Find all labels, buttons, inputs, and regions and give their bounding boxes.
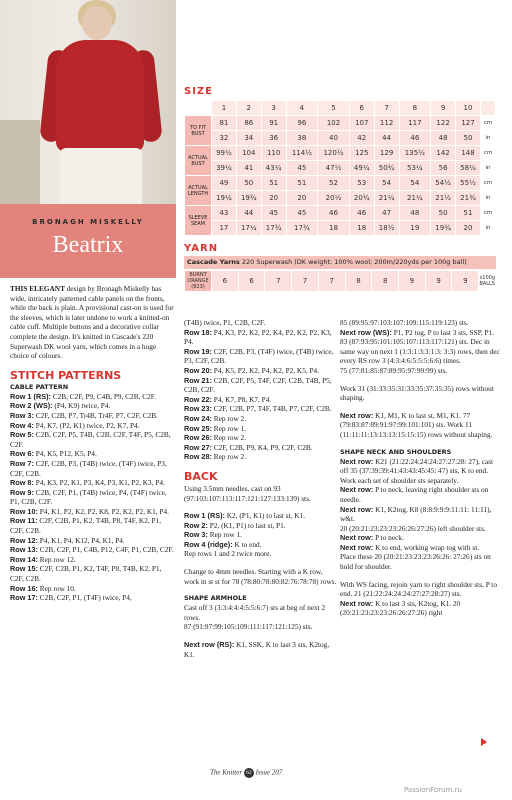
designer-name: BRONAGH MISKELLY [32,218,144,226]
size-cell: 58¼ [456,161,480,175]
size-cell: 53 [350,176,374,190]
pattern-row: Row 24: Rep row 2. [184,413,247,423]
pattern-row: Row 16: Rep row 10. [10,583,76,593]
size-cell: 43¼ [262,161,286,175]
pattern-row: Row 12: P4, K1, P4, K12, P4, K1, P4. [10,535,125,545]
col3-work: Work 31 (31:33:35:31:33:35:37:35:35) rows without shaping. [340,383,494,403]
pattern-row: Row 25: Rep row 1. [184,423,247,433]
yarn-qty: 9 [452,271,478,291]
shape-neck-heading: SHAPE NECK AND SHOULDERS [340,447,452,456]
size-cell: 38 [287,131,318,145]
cont-text: (T4B) twice, P1, C2B, C2F. [184,318,266,327]
size-row-label: TO FIT BUST [185,116,211,145]
neck-row-10: Next row: K to last 3 sts, K2tog, K1. 20 (20:21:23:23:23:26:26:27:26) right [340,598,461,618]
size-cell: 49 [212,176,236,190]
size-cell: 17¼ [237,221,261,235]
size-cell: 117 [400,116,431,130]
size-cell: 50 [237,176,261,190]
yarn-qty: 8 [346,271,372,291]
size-cell: 18½ [375,221,399,235]
size-cell: 42 [350,131,374,145]
size-row-label: ACTUAL BUST [185,146,211,175]
size-cell: 45 [287,206,318,220]
size-cell: 51 [456,206,480,220]
yarn-unit: x100g BALLS [479,271,495,291]
column-1 [10,284,174,603]
issue-number: Issue 207 [255,768,283,777]
size-unit: in [481,221,495,235]
size-cell: 56 [431,161,455,175]
shape-armhole-heading: SHAPE ARMHOLE [184,594,247,603]
title-banner [0,204,176,278]
size-unit: in [481,131,495,145]
size-cell: 127 [456,116,480,130]
size-cell: 20 [456,221,480,235]
size-cell: 20¾ [350,191,374,205]
pattern-row: Row 21: C2B, C2F, P5, T4F, C2F, C2B, T4B, P5, C2B, C2F. [184,375,332,395]
size-header-cell: 10 [456,101,480,115]
size-cell: 99½ [212,146,236,160]
yarn-colour-label: BURNT ORANGE (823) [185,271,211,291]
pattern-row: Row 9: C2B, C2F, P1, (T4B) twice, P4, (T4F) twice, P1, C2B, C2F. [10,487,167,507]
neck-row-7: Next row: K to end, working wrap tog with st. [340,542,480,552]
size-cell: 19¾ [431,221,455,235]
size-header-cell: 5 [318,101,349,115]
size-unit: in [481,161,495,175]
pattern-row: Row 22: P4, K7, P8, K7, P4. [184,394,272,404]
size-cell: 21½ [431,191,455,205]
size-cell: 104 [237,146,261,160]
size-cell: 51 [262,176,286,190]
watermark: PassionForum.ru [404,786,462,794]
pattern-row: Row 4 (ridge): K to end. [184,539,262,549]
back-heading: BACK [184,469,218,483]
neck-row-1: Next row: K21 (21:22:24:24:24:27:27:28: 27), cast off 35 (37:39:39:41:43:43:45:45: 47) sts, K to end. [340,456,494,476]
pattern-row: Row 28: Rep row 2. [184,452,247,462]
size-cell: 17¾ [287,221,318,235]
pattern-row: Row 13: C2B, C2F, P1, C4B, P12, C4F, P1, C2B, C2F. [10,545,174,555]
col3-count2: 75 (77:81:85:87:89:95:97:99:99) sts. [340,365,448,375]
pattern-row: Row 8: P4, K3, P2, K1, P3, K4, P3, K1, P2, K3, P4. [10,478,165,488]
size-cell: 21¾ [456,191,480,205]
size-cell: 50 [456,131,480,145]
size-cell: 44 [237,206,261,220]
pattern-row: Row 20: P4, K5, P2, K2, P4, K2, P2, K5, P4. [184,365,320,375]
yarn-table [184,270,496,292]
pattern-row: Row 2: P2, (K1, P1) to last st, P1. [184,520,286,530]
size-header-cell: 6 [350,101,374,115]
size-header-cell: 9 [431,101,455,115]
neck-text-8: Place these 20 (20:21:23:23:23:26:26: 27:26) sts on hold for shoulder. [340,552,491,572]
yarn-qty: 9 [426,271,452,291]
pattern-row: Row 26: Rep row 2. [184,433,247,443]
yarn-qty: 6 [212,271,238,291]
back-cast-on: Using 3.5mm needles, cast on 93 (97:103:107:113:117:121:127:133:139) sts. [184,483,311,503]
size-cell: 52 [318,176,349,190]
intro-paragraph [10,284,174,361]
size-cell: 148 [456,146,480,160]
col3-dec: 83 (87:93:95:101:105:107:113:117:121) sts. Dec in same way on next 1 (1:3:1:3:3:1:3: 3:3) rows, then dec every RS row 3 (4:3:4:6:5:5:5:6:6) times. [340,337,500,366]
size-unit: cm [481,176,495,190]
size-cell: 45 [287,161,318,175]
size-cell: 43 [212,206,236,220]
size-cell: 36 [262,131,286,145]
pattern-row: Row 6: P4, K5, P12, K5, P4. [10,449,97,459]
size-cell: 20 [287,191,318,205]
size-cell: 20 [262,191,286,205]
yarn-qty: 7 [292,271,318,291]
size-header-cell: 3 [262,101,286,115]
size-cell: 86 [237,116,261,130]
size-unit: cm [481,206,495,220]
size-cell: 129 [375,146,399,160]
neck-row-4: Next row: K1, K2tog, K8 (8:8:9:9:9:11:11: 11:11), w&t. [340,504,492,524]
size-cell: 53¼ [400,161,431,175]
size-header-cell: 4 [287,101,318,115]
yarn-qty: 7 [319,271,345,291]
col3-ws-row: Next row (WS): P1, P2 tog, P to last 3 sts, SSP, P1. [340,327,495,337]
size-cell: 107 [350,116,374,130]
neck-text-9: With WS facing, rejoin yarn to right shoulder sts, P to end. 21 (21:22:24:24:24:27:27:28:27) sts. [340,579,497,599]
size-header-cell: 7 [375,101,399,115]
size-cell: 50 [431,206,455,220]
size-cell: 51 [287,176,318,190]
cable-rows [10,392,174,603]
page-footer [210,768,282,778]
size-cell: 41 [237,161,261,175]
armhole-castoff: Cast off 3 (3:3:4:4:4:5:5:6:7) sts at beg of next 2 rows. [184,603,326,622]
back-repeat: Rep rows 1 and 2 twice more. [184,549,272,559]
model-photo [0,0,176,204]
size-cell: 120½ [318,146,349,160]
yarn-desc: 220 Superwash (DK weight; 100% wool; 200m/220yds per 100g ball) [239,258,467,266]
pattern-row: Row 4: P4, K7, (P2, K1) twice, P2, K7, P4. [10,420,140,430]
pattern-row: Row 19: C2F, C2B, P3, (T4F) twice, (T4B) twice, P3, C2F, C2B. [184,346,334,366]
size-row-label: SLEEVE SEAM [185,206,211,235]
size-cell: 34 [237,131,261,145]
page-number: 62 [244,768,254,778]
size-cell: 47 [375,206,399,220]
size-cell: 46 [318,206,349,220]
col3-count: 85 (89:95:97:103:107:109:115:119:123) sts. [340,318,469,327]
size-cell: 39¼ [212,161,236,175]
yarn-qty: 8 [372,271,398,291]
size-row-label: ACTUAL LENGTH [185,176,211,205]
cable-rows-cont [184,328,338,462]
size-cell: 91 [262,116,286,130]
size-cell: 19¼ [212,191,236,205]
cable-pattern-subheading: CABLE PATTERN [10,382,69,391]
size-cell: 19 [400,221,431,235]
size-cell: 47½ [318,161,349,175]
pattern-row: Row 17: C2B, C2F, P1, (T4F) twice, P4, [10,593,132,603]
pattern-row: Row 14: Rep row 12. [10,554,76,564]
intro-text: design by Bronagh Miskelly has wide, intricately patterned cable panels on the fronts, while the back is plain. A provisional cast-on is used for the sleeves, which is later undone to work a knitted-on cable cuff. Multiple buttons and a decorative collar complete the design. It's knitted in Cascade's 220 Superwash DK wool yarn, which comes in a huge choice of colours. [10,284,174,361]
pattern-row: Row 27: C2F, C2B, P9, K4, P9, C2F, C2B. [184,442,313,452]
yarn-description [184,256,496,269]
size-cell: 46 [400,131,431,145]
size-cell: 18 [318,221,349,235]
size-cell: 81 [212,116,236,130]
size-cell: 44 [375,131,399,145]
size-cell: 49¼ [350,161,374,175]
size-cell: 48 [431,131,455,145]
size-cell: 54½ [431,176,455,190]
size-header-cell: 8 [400,101,431,115]
size-cell: 110 [262,146,286,160]
size-cell: 40 [318,131,349,145]
size-heading: SIZE [184,86,214,97]
size-unit: cm [481,146,495,160]
size-cell: 21¼ [400,191,431,205]
size-cell: 17¾ [262,221,286,235]
yarn-qty: 6 [239,271,265,291]
size-cell: 54 [400,176,431,190]
size-unit: cm [481,116,495,130]
neck-text-5: 20 (20:21:23:23:23:26:26:27:26) left shoulder sts. [340,523,486,533]
size-cell: 46 [350,206,374,220]
continue-arrow-icon [481,738,487,746]
pattern-row: Row 1 (RS): K2, (P1, K1) to last st, K1. [184,511,306,521]
pattern-title: Beatrix [52,232,124,258]
pattern-row: Row 10: P4, K1, P2, K2, P2, K8, P2, K2, P2, K1, P4. [10,506,169,516]
size-cell: 96 [287,116,318,130]
size-cell: 32 [212,131,236,145]
pattern-row: Row 18: P4, K3, P2, K2, P2, K4, P2, K2, P2, K3, P4. [184,327,332,347]
armhole-next-row: Next row (RS): K1, SSK, K to last 3 sts, K2tog, K1. [184,640,330,659]
size-cell: 19¾ [237,191,261,205]
size-header-cell: 1 [212,101,236,115]
pattern-row: Row 3: Rep row 1. [184,530,242,540]
column-3 [340,318,502,618]
yarn-heading: YARN [184,243,219,254]
yarn-qty: 9 [399,271,425,291]
size-cell: 20½ [318,191,349,205]
size-cell: 55½ [456,176,480,190]
pattern-row: Row 23: C2F, C2B, P7, T4F, T4B, P7, C2F, C2B. [184,404,332,414]
size-cell: 114½ [287,146,318,160]
size-unit: in [481,191,495,205]
yarn-qty: 7 [265,271,291,291]
size-cell: 21¼ [375,191,399,205]
pattern-row: Row 7: C2F, C2B, P3, (T4B) twice, (T4F) twice, P3, C2F, C2B. [10,458,167,478]
neck-row-6: Next row: P to neck. [340,533,404,543]
size-cell: 17 [212,221,236,235]
size-cell: 125 [350,146,374,160]
pattern-row: Row 2 (WS): (P4, K9) twice, P4. [10,401,111,411]
intro-lead: THIS ELEGANT [10,284,65,293]
size-cell: 48 [400,206,431,220]
size-cell: 54 [375,176,399,190]
col3-inc-row: Next row: K1, M1, K to last st, M1, K1. 77 (79:83:87:89:91:97:99:101:101) sts. Work 11 (11:11:11:13:13:13:15:15:15) rows without shaping. [340,410,493,439]
size-cell: 135½ [400,146,431,160]
size-cell: 18 [350,221,374,235]
neck-row-3: Next row: P to neck, leaving right shoulder sts on needle. [340,485,489,504]
yarn-brand: Cascade Yarns [187,258,240,266]
size-cell: 142 [431,146,455,160]
size-cell: 102 [318,116,349,130]
magazine-name: The Knitter [210,768,243,777]
back-rows [184,511,338,549]
size-cell: 112 [375,116,399,130]
pattern-row: Row 15: C2F, C2B, P1, K2, T4F, P8, T4B, K2, P1, C2F, C2B. [10,564,162,584]
size-cell: 50¾ [375,161,399,175]
column-2 [184,318,338,659]
stitch-patterns-heading: STITCH PATTERNS [10,368,122,382]
pattern-row: Row 3: C2F, C2B, P7, Tr4B, Tr4F, P7, C2F, C2B. [10,410,158,420]
pattern-row: Row 11: C2F, C2B, P1, K2, T4B, P8, T4F, K2, P1, C2F, C2B. [10,516,162,536]
pattern-row: Row 1 (RS): C2B, C2F, P9, C4B, P9, C2B, C2F. [10,391,157,401]
size-header-cell: 2 [237,101,261,115]
back-needles: Change to 4mm needles. Starting with a K row, work in st st for 78 (78:80:78:80:82:76:78:78) rows. [184,567,337,586]
size-cell: 122 [431,116,455,130]
neck-text-2: Work each set of shoulder sts separately. [340,475,459,485]
armhole-count: 87 (91:97:99:105:109:111:117:121:125) sts. [184,622,313,632]
pattern-row: Row 5: C2B, C2F, P5, T4B, C2B, C2F, T4F, P5, C2B, C2F. [10,430,171,449]
size-table [184,100,496,236]
size-cell: 45 [262,206,286,220]
